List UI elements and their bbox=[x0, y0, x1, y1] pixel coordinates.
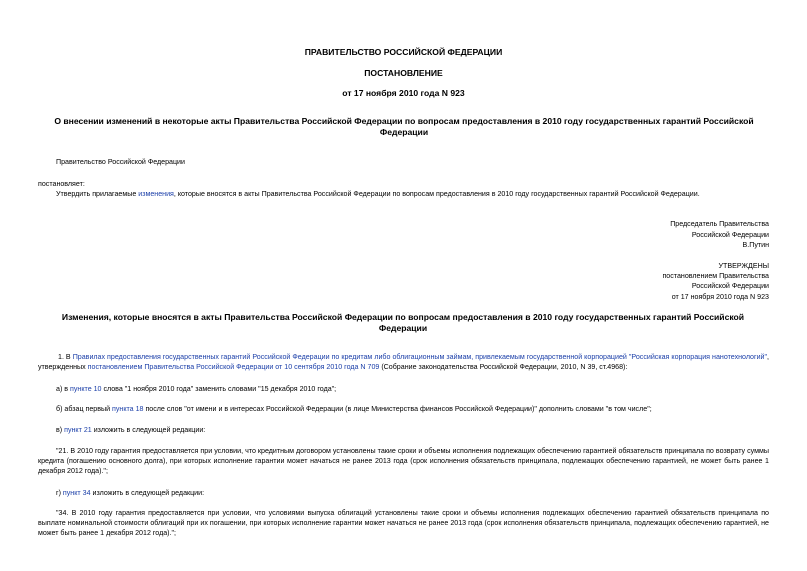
item-a: а) в пункте 10 слова "1 ноября 2010 года" заменить словами "15 декабря 2010 года"; bbox=[56, 385, 337, 393]
point-21-link[interactable]: пункт 21 bbox=[64, 426, 92, 434]
resolution-709-link[interactable]: постановлением Правительства Российской Федерации от 10 сентября 2010 года N 709 bbox=[87, 363, 380, 371]
item-g: г) пункт 34 изложить в следующей редакции: bbox=[56, 489, 205, 497]
quote-21: "21. В 2010 году гарантия предоставляется при условии, что кредитным договором установлены такие сроки и объемы исполнения подлежащих обеспечению гарантией обязательств принципала по возврату суммы кредита (погашению основного долга), при которых исполнение гарантии может начаться не ранее 2013 года (срок исполнения обязательств принципала, подлежащих обеспечению гарантией, не может быть ранее 1 декабря 2012 года)."; bbox=[38, 447, 769, 475]
item-1: 1. В Правилах предоставления государственных гарантий Российской Федерации по кредитам либо облигационным займам, привлекаемым государственной корпорацией "Российская корпорация нанотехнологий", утвержденных постановлением Правительства Российской Федерации от 10 сентября 2010 года N 709 (Собрание законодательства Российской Федерации, 2010, N 39, ст.4968): bbox=[38, 353, 769, 371]
government-heading: ПРАВИТЕЛЬСТВО РОССИЙСКОЙ ФЕДЕРАЦИИ bbox=[304, 47, 503, 57]
point-34-link[interactable]: пункт 34 bbox=[62, 489, 91, 497]
approved-by: постановлением Правительства bbox=[662, 272, 769, 280]
document-date: от 17 ноября 2010 года N 923 bbox=[342, 88, 465, 98]
approved-label: УТВЕРЖДЕНЫ bbox=[718, 262, 769, 270]
point-18-link[interactable]: пункта 18 bbox=[112, 405, 144, 413]
document-type: ПОСТАНОВЛЕНИЕ bbox=[364, 68, 443, 78]
rules-link[interactable]: Правилах предоставления государственных гарантий Российской Федерации по кредитам либо облигационным займам, привлекаемым государственной корпорацией "Российская корпорация нанотехнологий" bbox=[72, 353, 768, 361]
item-v: в) пункт 21 изложить в следующей редакции: bbox=[56, 426, 206, 434]
document-title: О внесении изменений в некоторые акты Правительства Российской Федерации по вопросам предоставления в 2010 году государственных гарантий Российской Федерации bbox=[54, 116, 754, 137]
preamble-paragraph: Утвердить прилагаемые изменения, которые вносятся в акты Правительства Российской Федерации по вопросам предоставления в 2010 году государственных гарантий Российской Федерации. bbox=[56, 190, 700, 198]
signature-title: Председатель Правительства bbox=[670, 220, 769, 228]
approved-org: Российской Федерации bbox=[691, 282, 769, 290]
signature-org: Российской Федерации bbox=[691, 231, 769, 239]
preamble-line: Правительство Российской Федерации bbox=[56, 158, 185, 166]
changes-title: Изменения, которые вносятся в акты Правительства Российской Федерации по вопросам предоставления в 2010 году государственных гарантий Российской Федерации bbox=[61, 312, 745, 333]
point-10-link[interactable]: пункте 10 bbox=[70, 385, 102, 393]
approved-date: от 17 ноября 2010 года N 923 bbox=[671, 293, 769, 301]
signature-name: В.Путин bbox=[742, 241, 769, 249]
preamble-decree: постановляет: bbox=[38, 180, 85, 188]
quote-34: "34. В 2010 году гарантия предоставляется при условии, что условиями выпуска облигаций установлены такие сроки и объемы исполнения подлежащих обеспечению гарантией обязательств принципала по выплате номинальной стоимости облигаций при их погашении, при которых исполнение гарантии может начаться не ранее 2013 года (срок исполнения обязательств принципала, подлежащих обеспечению гарантией, не может быть ранее 1 декабря 2012 года)."; bbox=[38, 509, 769, 537]
changes-link[interactable]: изменения bbox=[138, 190, 174, 198]
item-b: б) абзац первый пункта 18 после слов "от имени и в интересах Российской Федерации (в лице Министерства финансов Российской Федерации)" дополнить словами "в том числе"; bbox=[56, 405, 652, 413]
